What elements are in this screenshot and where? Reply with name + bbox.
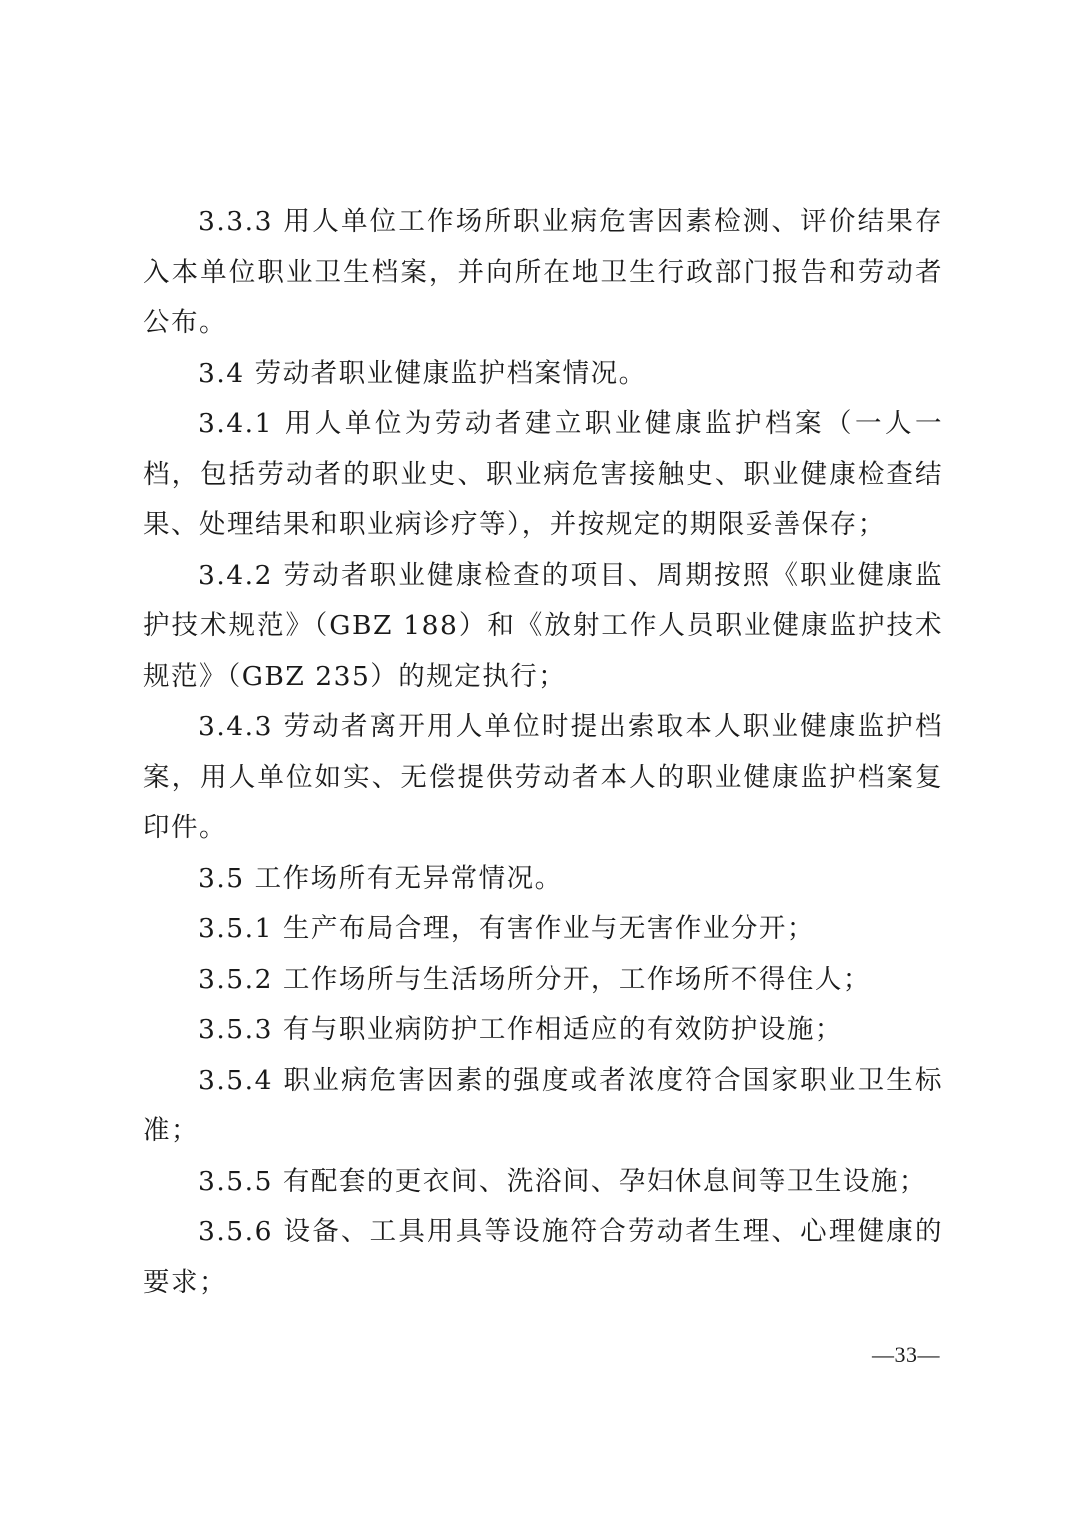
- page-number: —33—: [872, 1342, 940, 1367]
- paragraph-3-3-3: 3.3.3 用人单位工作场所职业病危害因素检测、评价结果存入本单位职业卫生档案，并向所在地卫生行政部门报告和劳动者公布。: [143, 206, 943, 338]
- paragraph-3-5: 3.5 工作场所有无异常情况。: [198, 862, 563, 894]
- paragraph-3-5-5: 3.5.5 有配套的更衣间、洗浴间、孕妇休息间等卫生设施；: [198, 1165, 927, 1197]
- paragraph-3-4-3: 3.4.3 劳动者离开用人单位时提出索取本人职业健康监护档案，用人单位如实、无偿提供劳动者本人的职业健康监护档案复印件。: [143, 711, 943, 843]
- paragraph-3-4-2: 3.4.2 劳动者职业健康检查的项目、周期按照《职业健康监护技术规范》（GBZ 188）和《放射工作人员职业健康监护技术规范》（GBZ 235）的规定执行；: [143, 559, 943, 692]
- paragraph-3-5-3: 3.5.3 有与职业病防护工作相适应的有效防护设施；: [198, 1014, 843, 1045]
- paragraph-3-4: 3.4 劳动者职业健康监护档案情况。: [198, 357, 647, 389]
- paragraph-3-5-6: 3.5.6 设备、工具用具等设施符合劳动者生理、心理健康的要求；: [143, 1216, 943, 1298]
- paragraph-3-5-2: 3.5.2 工作场所与生活场所分开，工作场所不得住人；: [198, 963, 871, 995]
- paragraph-3-5-1: 3.5.1 生产布局合理，有害作业与无害作业分开；: [198, 913, 815, 944]
- paragraph-3-5-4: 3.5.4 职业病危害因素的强度或者浓度符合国家职业卫生标准；: [143, 1064, 943, 1146]
- paragraph-3-4-1: 3.4.1 用人单位为劳动者建立职业健康监护档案（一人一档，包括劳动者的职业史、职业病危害接触史、职业健康检查结果、处理结果和职业病诊疗等），并按规定的期限妥善保存；: [143, 408, 943, 540]
- body-text: [143, 197, 943, 1308]
